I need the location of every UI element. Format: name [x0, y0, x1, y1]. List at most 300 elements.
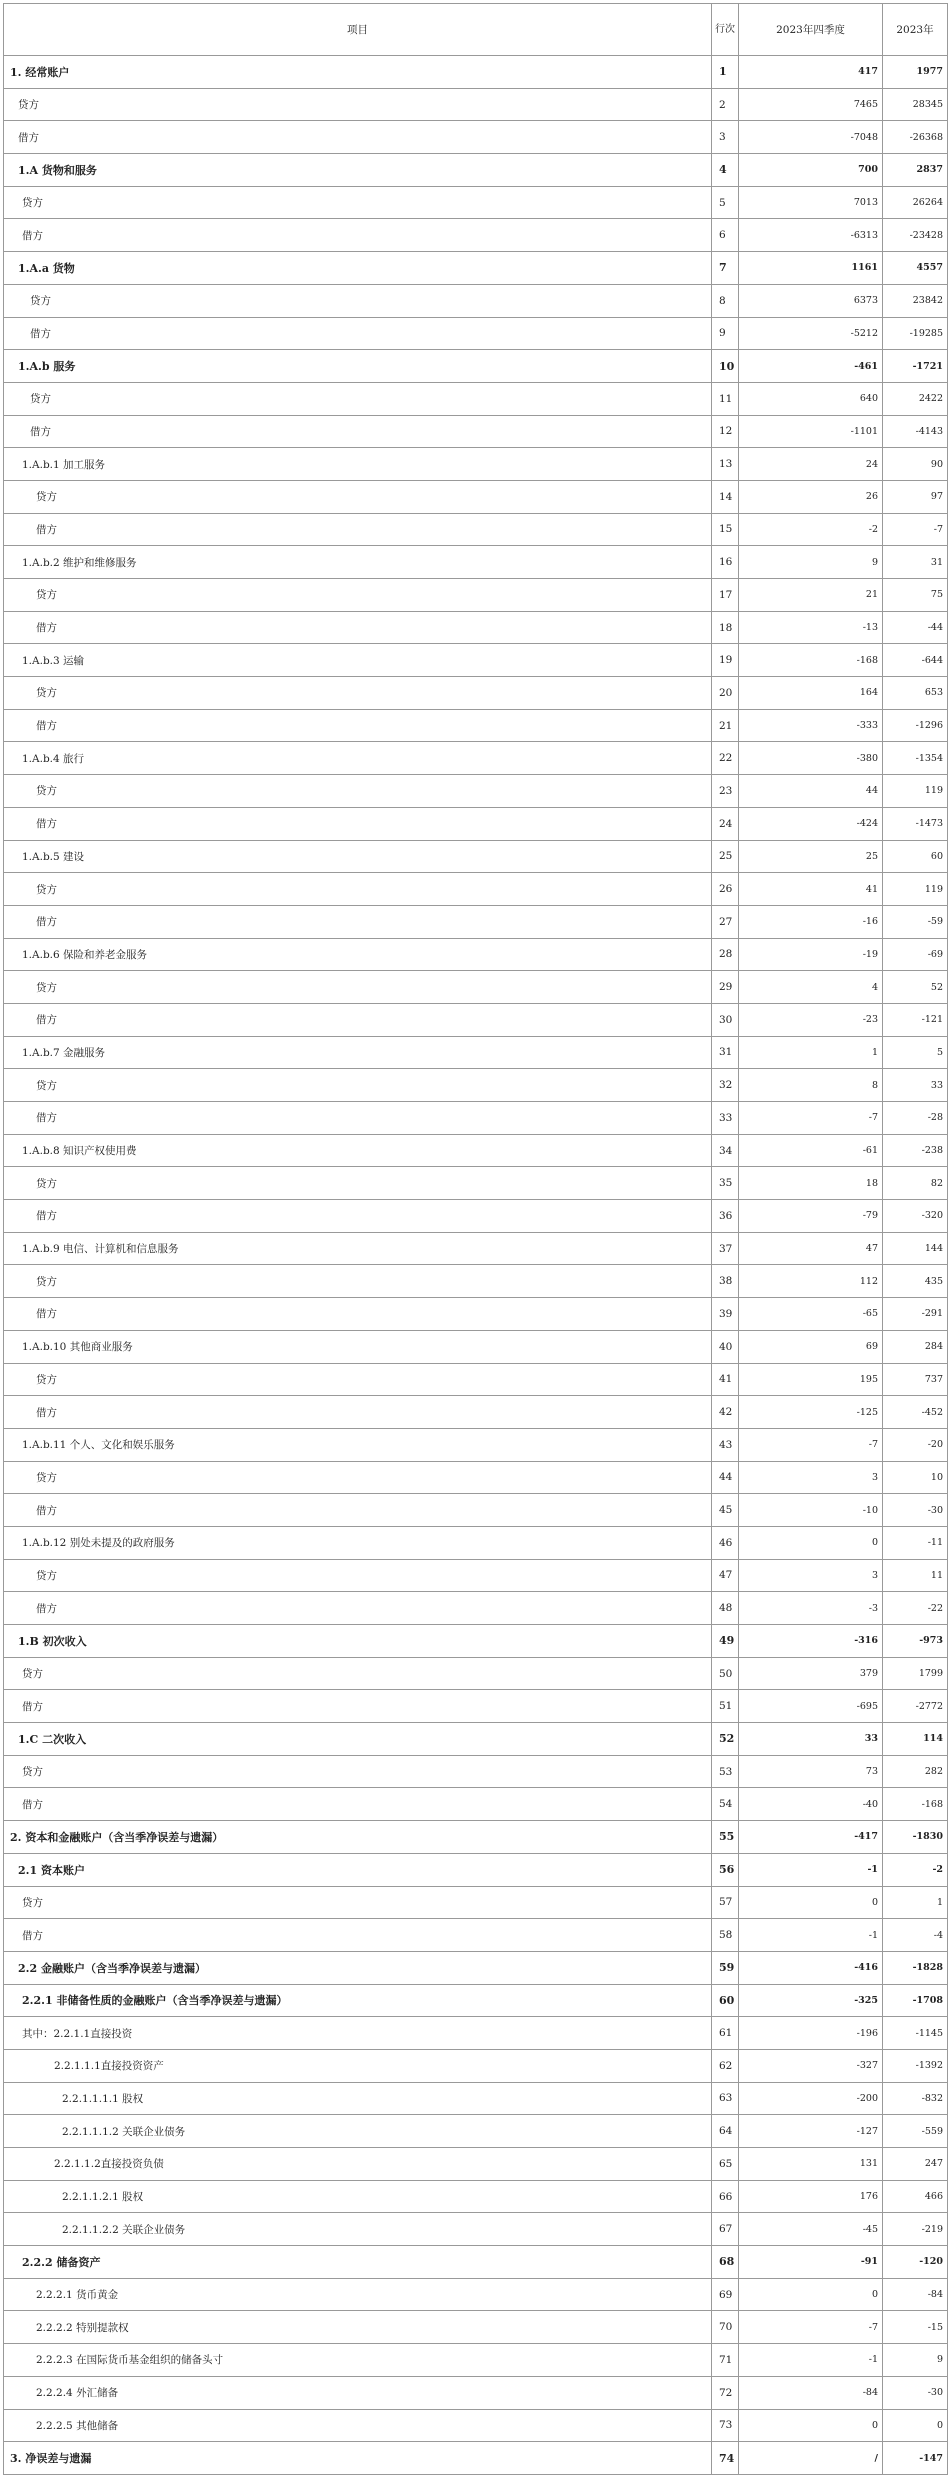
row-value-2023: -4	[883, 1919, 948, 1952]
row-line-number: 18	[712, 611, 739, 644]
row-value-2023q4: -1	[739, 2344, 883, 2377]
row-item-label: 借方	[4, 1788, 712, 1821]
row-line-number: 56	[712, 1853, 739, 1886]
table-row	[4, 1494, 948, 1527]
row-item-label: 借方	[4, 1298, 712, 1331]
row-value-2023: 247	[883, 2148, 948, 2181]
row-item-label: 贷方	[4, 1559, 712, 1592]
row-item-label: 2.2.1.1.2.1 股权	[4, 2180, 712, 2213]
row-item-label: 1.A.b.6 保险和养老金服务	[4, 938, 712, 971]
row-value-2023q4: -7	[739, 1428, 883, 1461]
row-value-2023q4: 73	[739, 1755, 883, 1788]
row-line-number: 27	[712, 905, 739, 938]
header-year: 2023年	[883, 4, 948, 56]
row-line-number: 36	[712, 1200, 739, 1233]
row-item-label: 2.2.2 储备资产	[4, 2246, 712, 2279]
row-value-2023: -20	[883, 1428, 948, 1461]
row-value-2023q4: 379	[739, 1657, 883, 1690]
row-value-2023q4: -91	[739, 2246, 883, 2279]
row-line-number: 20	[712, 677, 739, 710]
row-item-label: 2.2.1.1.1直接投资资产	[4, 2049, 712, 2082]
row-item-label: 1.C 二次收入	[4, 1723, 712, 1756]
row-value-2023: -121	[883, 1003, 948, 1036]
table-row	[4, 1003, 948, 1036]
row-item-label: 贷方	[4, 480, 712, 513]
row-item-label: 借方	[4, 1690, 712, 1723]
table-row	[4, 1102, 948, 1135]
table-row	[4, 56, 948, 89]
row-value-2023q4: -79	[739, 1200, 883, 1233]
row-item-label: 2. 资本和金融账户（含当季净误差与遗漏）	[4, 1821, 712, 1854]
row-line-number: 46	[712, 1526, 739, 1559]
row-value-2023: 435	[883, 1265, 948, 1298]
row-line-number: 69	[712, 2278, 739, 2311]
row-line-number: 61	[712, 2017, 739, 2050]
row-value-2023: 52	[883, 971, 948, 1004]
row-item-label: 1.A.b.7 金融服务	[4, 1036, 712, 1069]
row-item-label: 2.2.2.1 货币黄金	[4, 2278, 712, 2311]
row-value-2023q4: 8	[739, 1069, 883, 1102]
table-row	[4, 1167, 948, 1200]
row-line-number: 17	[712, 579, 739, 612]
row-value-2023q4: -7048	[739, 121, 883, 154]
table-row	[4, 154, 948, 187]
row-value-2023q4: /	[739, 2442, 883, 2475]
row-line-number: 66	[712, 2180, 739, 2213]
row-item-label: 1.A.b.9 电信、计算机和信息服务	[4, 1232, 712, 1265]
row-value-2023: -1708	[883, 1984, 948, 2017]
table-row	[4, 546, 948, 579]
row-value-2023: -30	[883, 1494, 948, 1527]
row-line-number: 26	[712, 873, 739, 906]
row-item-label: 贷方	[4, 186, 712, 219]
row-item-label: 贷方	[4, 1363, 712, 1396]
row-item-label: 借方	[4, 709, 712, 742]
row-item-label: 贷方	[4, 1167, 712, 1200]
table-row	[4, 1625, 948, 1658]
row-line-number: 59	[712, 1951, 739, 1984]
table-row	[4, 579, 948, 612]
row-item-label: 借方	[4, 1003, 712, 1036]
row-value-2023q4: 33	[739, 1723, 883, 1756]
row-value-2023q4: -7	[739, 2311, 883, 2344]
row-line-number: 4	[712, 154, 739, 187]
table-row	[4, 1265, 948, 1298]
row-line-number: 44	[712, 1461, 739, 1494]
row-value-2023: -59	[883, 905, 948, 938]
row-item-label: 贷方	[4, 1657, 712, 1690]
row-value-2023: -1145	[883, 2017, 948, 2050]
row-value-2023q4: 6373	[739, 284, 883, 317]
row-value-2023: 144	[883, 1232, 948, 1265]
table-row	[4, 1821, 948, 1854]
row-line-number: 31	[712, 1036, 739, 1069]
table-row	[4, 677, 948, 710]
row-value-2023: 114	[883, 1723, 948, 1756]
row-line-number: 62	[712, 2049, 739, 2082]
table-row	[4, 938, 948, 971]
row-value-2023: 26264	[883, 186, 948, 219]
row-value-2023: -4143	[883, 415, 948, 448]
row-item-label: 借方	[4, 121, 712, 154]
row-value-2023: -559	[883, 2115, 948, 2148]
row-line-number: 38	[712, 1265, 739, 1298]
header-line: 行次	[712, 4, 739, 56]
row-item-label: 1.A.b.11 个人、文化和娱乐服务	[4, 1428, 712, 1461]
row-value-2023q4: 24	[739, 448, 883, 481]
row-value-2023q4: -23	[739, 1003, 883, 1036]
row-item-label: 2.2.1 非储备性质的金融账户（含当季净误差与遗漏）	[4, 1984, 712, 2017]
table-row	[4, 1200, 948, 1233]
row-line-number: 39	[712, 1298, 739, 1331]
row-value-2023q4: 69	[739, 1330, 883, 1363]
row-line-number: 2	[712, 88, 739, 121]
row-line-number: 23	[712, 775, 739, 808]
table-row	[4, 513, 948, 546]
row-value-2023q4: -40	[739, 1788, 883, 1821]
row-line-number: 72	[712, 2376, 739, 2409]
table-row	[4, 1298, 948, 1331]
row-value-2023q4: -1	[739, 1919, 883, 1952]
table-row	[4, 1592, 948, 1625]
row-value-2023q4: 44	[739, 775, 883, 808]
row-line-number: 71	[712, 2344, 739, 2377]
table-row	[4, 2148, 948, 2181]
row-value-2023q4: -325	[739, 1984, 883, 2017]
row-value-2023: -320	[883, 1200, 948, 1233]
row-line-number: 52	[712, 1723, 739, 1756]
table-row	[4, 2442, 948, 2475]
row-line-number: 15	[712, 513, 739, 546]
row-line-number: 11	[712, 382, 739, 415]
row-item-label: 2.1 资本账户	[4, 1853, 712, 1886]
header-row	[4, 4, 948, 56]
row-line-number: 21	[712, 709, 739, 742]
row-line-number: 41	[712, 1363, 739, 1396]
row-value-2023: 1	[883, 1886, 948, 1919]
row-item-label: 1.A.b.4 旅行	[4, 742, 712, 775]
row-line-number: 43	[712, 1428, 739, 1461]
row-value-2023q4: -200	[739, 2082, 883, 2115]
table-row	[4, 2376, 948, 2409]
row-value-2023: -11	[883, 1526, 948, 1559]
row-line-number: 24	[712, 807, 739, 840]
row-item-label: 借方	[4, 611, 712, 644]
row-value-2023: -2	[883, 1853, 948, 1886]
row-value-2023: -28	[883, 1102, 948, 1135]
row-value-2023q4: 1	[739, 1036, 883, 1069]
row-line-number: 55	[712, 1821, 739, 1854]
row-item-label: 3. 净误差与遗漏	[4, 2442, 712, 2475]
row-value-2023: -44	[883, 611, 948, 644]
row-line-number: 32	[712, 1069, 739, 1102]
row-item-label: 贷方	[4, 677, 712, 710]
row-line-number: 14	[712, 480, 739, 513]
row-value-2023: -15	[883, 2311, 948, 2344]
row-value-2023q4: 0	[739, 2278, 883, 2311]
row-line-number: 34	[712, 1134, 739, 1167]
row-value-2023: 653	[883, 677, 948, 710]
table-row	[4, 1428, 948, 1461]
row-value-2023q4: 7013	[739, 186, 883, 219]
table-row	[4, 448, 948, 481]
table-row	[4, 2246, 948, 2279]
row-line-number: 57	[712, 1886, 739, 1919]
balance-of-payments-table	[3, 3, 948, 2475]
row-line-number: 8	[712, 284, 739, 317]
row-item-label: 借方	[4, 1200, 712, 1233]
table-row	[4, 611, 948, 644]
row-line-number: 9	[712, 317, 739, 350]
row-value-2023q4: -6313	[739, 219, 883, 252]
row-item-label: 2.2.1.1.2直接投资负债	[4, 2148, 712, 2181]
row-item-label: 借方	[4, 1919, 712, 1952]
row-value-2023q4: -333	[739, 709, 883, 742]
row-value-2023: -1296	[883, 709, 948, 742]
table-row	[4, 1853, 948, 1886]
row-item-label: 借方	[4, 807, 712, 840]
row-value-2023q4: -2	[739, 513, 883, 546]
table-row	[4, 873, 948, 906]
row-line-number: 74	[712, 2442, 739, 2475]
row-value-2023: -147	[883, 2442, 948, 2475]
table-row	[4, 2082, 948, 2115]
row-value-2023q4: 640	[739, 382, 883, 415]
table-row	[4, 1330, 948, 1363]
row-value-2023q4: -1	[739, 1853, 883, 1886]
row-value-2023q4: 131	[739, 2148, 883, 2181]
table-row	[4, 317, 948, 350]
table-row	[4, 1657, 948, 1690]
row-value-2023: -26368	[883, 121, 948, 154]
row-item-label: 贷方	[4, 382, 712, 415]
row-value-2023: 33	[883, 1069, 948, 1102]
row-item-label: 1.A.b.5 建设	[4, 840, 712, 873]
row-item-label: 1.A.b.8 知识产权使用费	[4, 1134, 712, 1167]
table-row	[4, 284, 948, 317]
table-row	[4, 415, 948, 448]
table-row	[4, 1232, 948, 1265]
row-line-number: 7	[712, 252, 739, 285]
row-line-number: 67	[712, 2213, 739, 2246]
row-item-label: 贷方	[4, 88, 712, 121]
row-item-label: 借方	[4, 1102, 712, 1135]
row-value-2023: 97	[883, 480, 948, 513]
row-value-2023: 4557	[883, 252, 948, 285]
row-line-number: 48	[712, 1592, 739, 1625]
row-line-number: 49	[712, 1625, 739, 1658]
table-row	[4, 2049, 948, 2082]
table-row	[4, 1690, 948, 1723]
row-value-2023: -452	[883, 1396, 948, 1429]
row-value-2023q4: 26	[739, 480, 883, 513]
row-value-2023q4: -695	[739, 1690, 883, 1723]
row-value-2023q4: 25	[739, 840, 883, 873]
row-value-2023q4: 4	[739, 971, 883, 1004]
table-row	[4, 1559, 948, 1592]
row-line-number: 22	[712, 742, 739, 775]
table-row	[4, 2017, 948, 2050]
row-item-label: 2.2.2.3 在国际货币基金组织的储备头寸	[4, 2344, 712, 2377]
row-line-number: 53	[712, 1755, 739, 1788]
table-row	[4, 2213, 948, 2246]
row-line-number: 54	[712, 1788, 739, 1821]
row-item-label: 借方	[4, 905, 712, 938]
row-line-number: 19	[712, 644, 739, 677]
row-line-number: 6	[712, 219, 739, 252]
row-value-2023: 31	[883, 546, 948, 579]
row-item-label: 2.2.1.1.1.2 关联企业债务	[4, 2115, 712, 2148]
table-row	[4, 1396, 948, 1429]
header-q4: 2023年四季度	[739, 4, 883, 56]
row-item-label: 贷方	[4, 284, 712, 317]
table-row	[4, 1788, 948, 1821]
row-item-label: 借方	[4, 219, 712, 252]
row-value-2023q4: -424	[739, 807, 883, 840]
row-item-label: 借方	[4, 513, 712, 546]
row-value-2023q4: -127	[739, 2115, 883, 2148]
row-value-2023: 119	[883, 775, 948, 808]
row-line-number: 10	[712, 350, 739, 383]
row-value-2023: 5	[883, 1036, 948, 1069]
row-value-2023q4: -61	[739, 1134, 883, 1167]
row-item-label: 1.A.b.3 运输	[4, 644, 712, 677]
row-item-label: 2.2.2.4 外汇储备	[4, 2376, 712, 2409]
row-value-2023q4: 700	[739, 154, 883, 187]
row-line-number: 68	[712, 2246, 739, 2279]
table-row	[4, 2409, 948, 2442]
table-body	[4, 56, 948, 2475]
row-value-2023q4: 0	[739, 1526, 883, 1559]
row-value-2023: -30	[883, 2376, 948, 2409]
row-item-label: 借方	[4, 1494, 712, 1527]
row-line-number: 5	[712, 186, 739, 219]
row-item-label: 贷方	[4, 1069, 712, 1102]
row-value-2023: -973	[883, 1625, 948, 1658]
row-value-2023: 10	[883, 1461, 948, 1494]
table-row	[4, 1984, 948, 2017]
row-value-2023q4: 1161	[739, 252, 883, 285]
row-item-label: 2.2 金融账户（含当季净误差与遗漏）	[4, 1951, 712, 1984]
row-value-2023q4: -461	[739, 350, 883, 383]
table-row	[4, 1755, 948, 1788]
row-value-2023: -1830	[883, 1821, 948, 1854]
table-row	[4, 1919, 948, 1952]
row-item-label: 1.A.b 服务	[4, 350, 712, 383]
row-value-2023: -69	[883, 938, 948, 971]
row-value-2023: -22	[883, 1592, 948, 1625]
table-row	[4, 186, 948, 219]
row-line-number: 30	[712, 1003, 739, 1036]
table-row	[4, 905, 948, 938]
row-item-label: 贷方	[4, 775, 712, 808]
row-line-number: 33	[712, 1102, 739, 1135]
row-line-number: 42	[712, 1396, 739, 1429]
row-line-number: 16	[712, 546, 739, 579]
row-value-2023: -832	[883, 2082, 948, 2115]
row-item-label: 借方	[4, 317, 712, 350]
table-row	[4, 2344, 948, 2377]
row-value-2023q4: -316	[739, 1625, 883, 1658]
row-item-label: 1.A 货物和服务	[4, 154, 712, 187]
row-value-2023q4: 417	[739, 56, 883, 89]
row-item-label: 贷方	[4, 873, 712, 906]
table-row	[4, 2115, 948, 2148]
row-value-2023: -1721	[883, 350, 948, 383]
row-value-2023q4: 9	[739, 546, 883, 579]
row-item-label: 贷方	[4, 579, 712, 612]
row-value-2023: 11	[883, 1559, 948, 1592]
row-value-2023: -644	[883, 644, 948, 677]
row-value-2023: -291	[883, 1298, 948, 1331]
table-row	[4, 2180, 948, 2213]
row-line-number: 70	[712, 2311, 739, 2344]
row-item-label: 贷方	[4, 1461, 712, 1494]
table-row	[4, 88, 948, 121]
table-row	[4, 1886, 948, 1919]
row-value-2023q4: 0	[739, 1886, 883, 1919]
row-value-2023: 28345	[883, 88, 948, 121]
table-row	[4, 644, 948, 677]
table-row	[4, 971, 948, 1004]
row-value-2023: 282	[883, 1755, 948, 1788]
row-value-2023q4: -1101	[739, 415, 883, 448]
row-value-2023: 1977	[883, 56, 948, 89]
table-row	[4, 252, 948, 285]
row-item-label: 1.B 初次收入	[4, 1625, 712, 1658]
row-value-2023: -1392	[883, 2049, 948, 2082]
table-row	[4, 1134, 948, 1167]
row-item-label: 借方	[4, 415, 712, 448]
row-value-2023q4: 195	[739, 1363, 883, 1396]
table-row	[4, 2311, 948, 2344]
row-line-number: 40	[712, 1330, 739, 1363]
row-line-number: 28	[712, 938, 739, 971]
row-item-label: 1.A.b.2 维护和维修服务	[4, 546, 712, 579]
row-item-label: 1.A.a 货物	[4, 252, 712, 285]
row-value-2023: 119	[883, 873, 948, 906]
row-value-2023q4: -13	[739, 611, 883, 644]
row-value-2023: 23842	[883, 284, 948, 317]
table-row	[4, 1951, 948, 1984]
table-row	[4, 121, 948, 154]
table-row	[4, 1069, 948, 1102]
row-item-label: 其中：2.2.1.1直接投资	[4, 2017, 712, 2050]
row-value-2023q4: -16	[739, 905, 883, 938]
row-item-label: 2.2.1.1.2.2 关联企业债务	[4, 2213, 712, 2246]
row-line-number: 58	[712, 1919, 739, 1952]
row-value-2023q4: -417	[739, 1821, 883, 1854]
row-value-2023: -2772	[883, 1690, 948, 1723]
row-line-number: 37	[712, 1232, 739, 1265]
row-value-2023q4: 47	[739, 1232, 883, 1265]
row-item-label: 贷方	[4, 1265, 712, 1298]
row-value-2023q4: -84	[739, 2376, 883, 2409]
row-value-2023q4: 164	[739, 677, 883, 710]
table-row	[4, 480, 948, 513]
row-value-2023q4: 21	[739, 579, 883, 612]
row-value-2023: -120	[883, 2246, 948, 2279]
row-value-2023: 2422	[883, 382, 948, 415]
row-value-2023: 60	[883, 840, 948, 873]
table-header	[4, 4, 948, 56]
row-value-2023: 466	[883, 2180, 948, 2213]
row-value-2023q4: 112	[739, 1265, 883, 1298]
row-value-2023: 2837	[883, 154, 948, 187]
row-item-label: 2.2.2.2 特别提款权	[4, 2311, 712, 2344]
row-value-2023q4: -327	[739, 2049, 883, 2082]
row-line-number: 47	[712, 1559, 739, 1592]
